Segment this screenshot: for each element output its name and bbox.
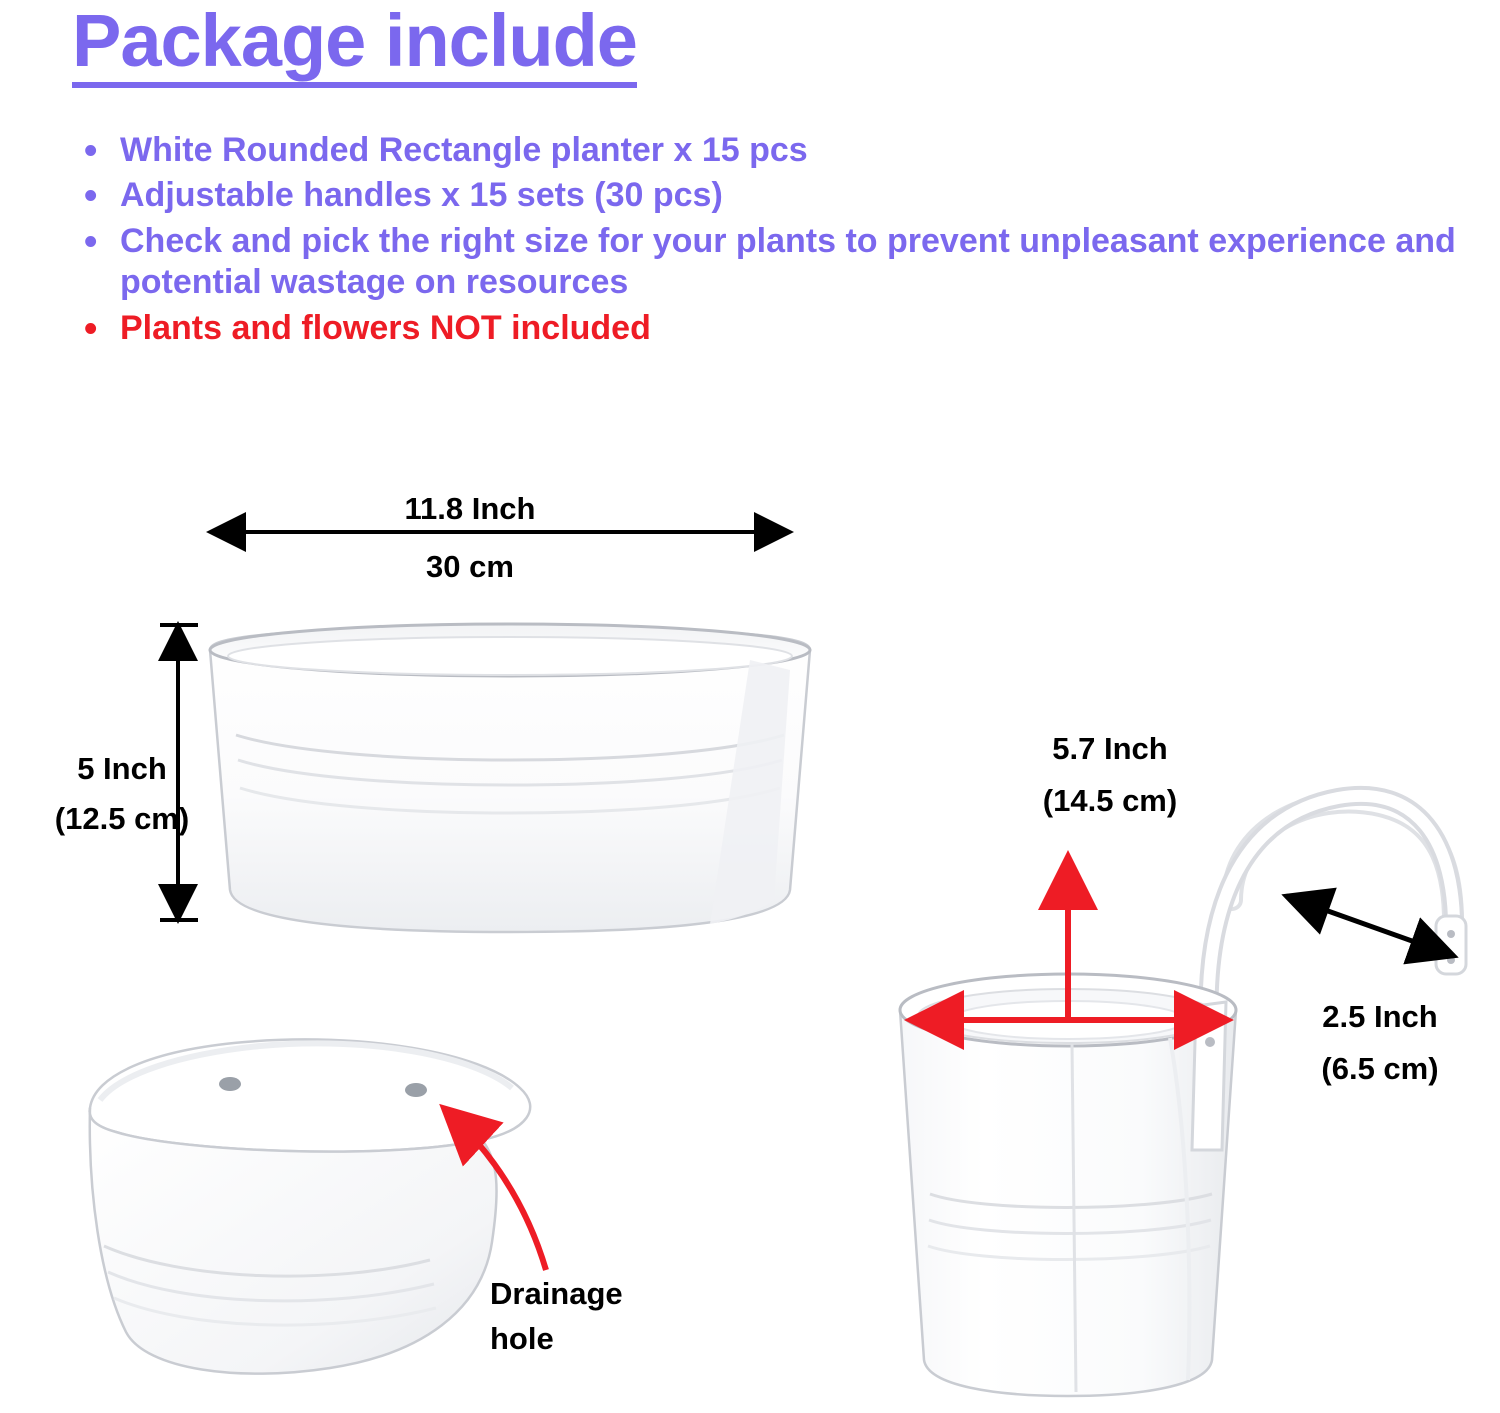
list-item: • White Rounded Rectangle planter x 15 pcs: [72, 130, 1472, 171]
drainage-hole-label-line2: hole: [490, 1321, 554, 1356]
oval-planter-drawing: [150, 470, 870, 960]
bucket-diameter-cm-label: (14.5 cm): [1042, 783, 1178, 818]
bucket-planter-figure: [840, 720, 1490, 1410]
oval-planter-figure: [54, 470, 870, 960]
drainage-view-figure: [30, 980, 690, 1400]
list-item: • Adjustable handles x 15 sets (30 pcs): [72, 175, 1472, 216]
oval-height-inch-label: 5 Inch: [77, 751, 167, 786]
hook-depth-arrow: [1286, 896, 1454, 956]
hook-depth-inch-label: 2.5 Inch: [1322, 999, 1438, 1034]
oval-width-cm-label: 30 cm: [426, 549, 514, 584]
drainage-view-drawing: [30, 980, 690, 1400]
package-contents-list: [72, 130, 1472, 353]
list-item-warning: • Plants and flowers NOT included: [72, 308, 1472, 349]
bucket-diameter-inch-label: 5.7 Inch: [1052, 731, 1168, 766]
list-item: • Check and pick the right size for your plants to prevent unpleasant experience and potential wastage on resources: [72, 221, 1472, 304]
oval-height-cm-label: (12.5 cm): [54, 801, 190, 836]
oval-width-inch-label: 11.8 Inch: [404, 491, 536, 526]
drainage-hole-icon: [405, 1083, 427, 1097]
drainage-hole-icon: [219, 1077, 241, 1091]
hook-depth-cm-label: (6.5 cm): [1321, 1051, 1439, 1086]
page-title: Package include: [72, 2, 637, 88]
drainage-hole-label-line1: Drainage: [490, 1276, 623, 1311]
